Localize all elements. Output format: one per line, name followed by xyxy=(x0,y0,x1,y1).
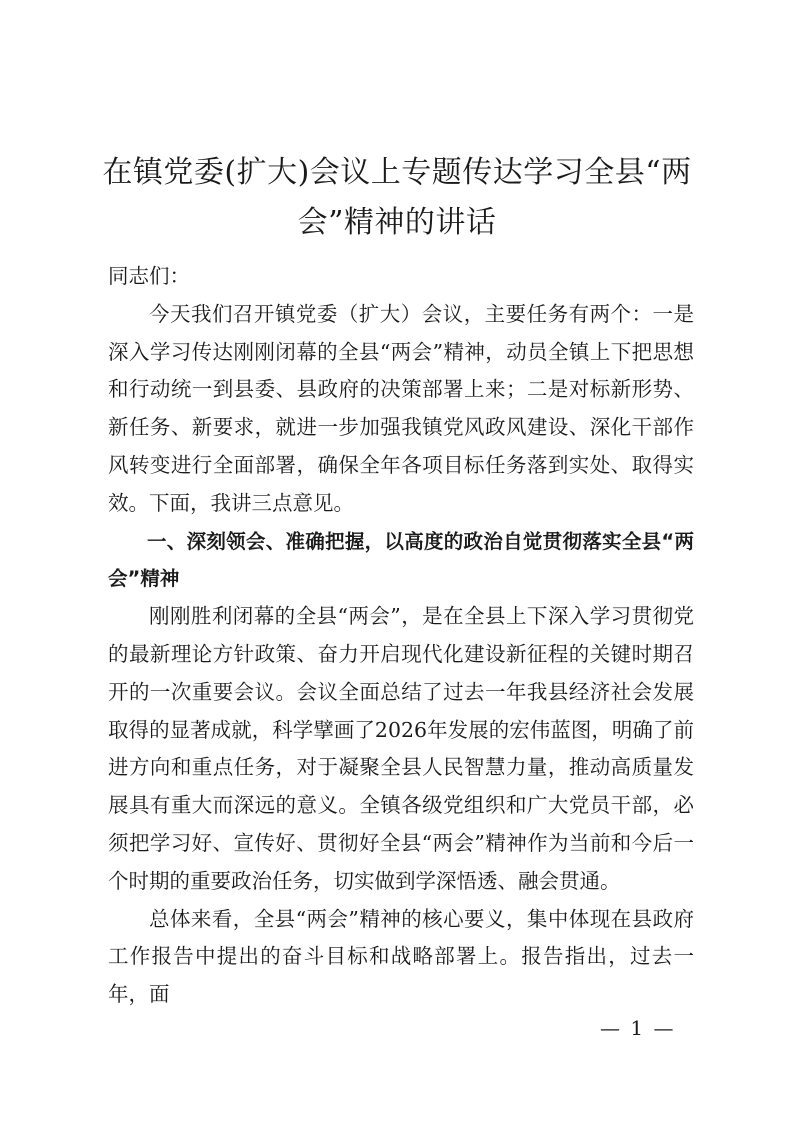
page-number: — 1 — xyxy=(600,1016,676,1040)
document-body xyxy=(108,258,694,1014)
paragraph-2: 刚刚胜利闭幕的全县“两会”，是在全县上下深入学习贯彻党的最新理论方针政策、奋力开启现代化建设新征程的关键时期召开的一次重要会议。会议全面总结了过去一年我县经济社会发展取得的显著成就，科学擘画了2026年发展的宏伟蓝图，明确了前进方向和重点任务，对于凝聚全县人民智慧力量，推动高质量发展具有重大而深远的意义。全镇各级党组织和广大党员干部，必须把学习好、宣传好、贯彻好全县“两会”精神作为当前和今后一个时期的重要政治任务，切实做到学深悟透、融会贯通。 xyxy=(108,604,694,893)
paragraph-intro: 今天我们召开镇党委（扩大）会议，主要任务有两个：一是深入学习传达刚刚闭幕的全县“两会”精神，动员全镇上下把思想和行动统一到县委、县政府的决策部署上来；二是对标新形势、新任务、新要求，就进一步加强我镇党风政风建设、深化干部作风转变进行全面部署，确保全年各项目标任务落到实处、取得实效。下面，我讲三点意见。 xyxy=(108,301,694,515)
document-title: 在镇党委(扩大)会议上专题传达学习全县“两会”精神的讲话 xyxy=(102,155,692,240)
paragraph-3: 总体来看，全县“两会”精神的核心要义，集中体现在县政府工作报告中提出的奋斗目标和战略部署上。报告指出，过去一年，面 xyxy=(108,906,694,1007)
salutation: 同志们： xyxy=(108,264,190,288)
section-heading-1: 一、深刻领会、准确把握，以高度的政治自觉贯彻落实全县“两会”精神 xyxy=(108,529,694,591)
